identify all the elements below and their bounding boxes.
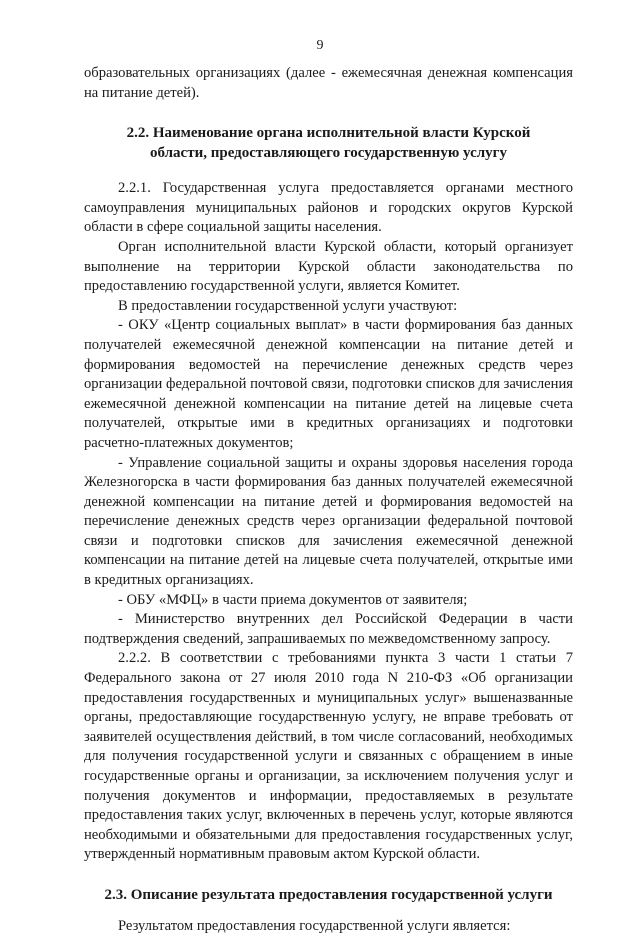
list-item-upravlenie: - Управление социальной защиты и охраны здоровья населения города Железногорска в части формирования баз данных получателей ежемесячной денежной компенсации на питание детей и формирования ведомостей на перечисление денежных средств через организации федеральной почтовой связи и подготовки списков для зачисления ежемесячной денежной компенсации на питание детей на лицевые счета получателей, открытые ими в кредитных организациях. xyxy=(84,454,573,589)
section-heading-2-3: 2.3. Описание результата предоставления государственной услуги xyxy=(104,886,553,903)
paragraph-participants-intro: В предоставлении государственной услуги участвуют: xyxy=(118,297,458,314)
spacer xyxy=(84,905,573,917)
document-body xyxy=(84,64,573,937)
page-number: 9 xyxy=(316,38,324,53)
paragraph-komitet: Орган исполнительной власти Курской области, который организует выполнение на территории Курской области законодательства по предоставлению государственной услуги, является Комитет. xyxy=(84,238,573,295)
paragraph-2-2-2: 2.2.2. В соответствии с требованиями пункта 3 части 1 статьи 7 Федерального закона от 27 июля 2010 года N 210-ФЗ «Об организации предоставления государственных и муниципальных услуг» вышеназванные органы, предоставляющие государственную услугу, не вправе требовать от заявителей осуществления действий, в том числе согласований, необходимых для получения государственной услуги и связанных с обращением в иные государственные органы и организации, за исключением получения услуг и получения документов и информации, предоставляемых в результате предоставления таких услуг, включенных в перечень услуг, которые являются необходимыми и обязательными для предоставления государственных услуг, утвержденный нормативным правовым актом Курской области. xyxy=(84,650,573,863)
spacer xyxy=(84,103,573,123)
paragraph-continuation: образовательных организациях (далее - ежемесячная денежная компенсация на питание детей). xyxy=(84,65,573,101)
list-item-mvd: - Министерство внутренних дел Российской Федерации в части подтверждения сведений, запрашиваемых по межведомственному запросу. xyxy=(84,611,573,647)
list-item-mfc: - ОБУ «МФЦ» в части приема документов от заявителя; xyxy=(118,591,468,608)
paragraph-result: Результатом предоставления государственной услуги является: xyxy=(118,917,511,934)
paragraph-2-2-1: 2.2.1. Государственная услуга предоставляется органами местного самоуправления муниципальных районов и городских округов Курской области в сфере социальной защиты населения. xyxy=(84,180,573,236)
spacer xyxy=(84,865,573,885)
section-heading-2-2: 2.2. Наименование органа исполнительной власти Курской области, предоставляющего государственную услугу xyxy=(126,125,531,162)
list-item-oku: - ОКУ «Центр социальных выплат» в части формирования баз данных получателей ежемесячной денежной компенсации на питание детей и формирования ведомостей на перечисление денежных средств через организации федеральной почтовой связи, подготовки списков для зачисления ежемесячной денежной компенсации на питание детей на лицевые счета получателей, открытые ими в кредитных организациях и подготовки расчетно-платежных документов; xyxy=(84,317,573,451)
spacer xyxy=(84,163,573,179)
